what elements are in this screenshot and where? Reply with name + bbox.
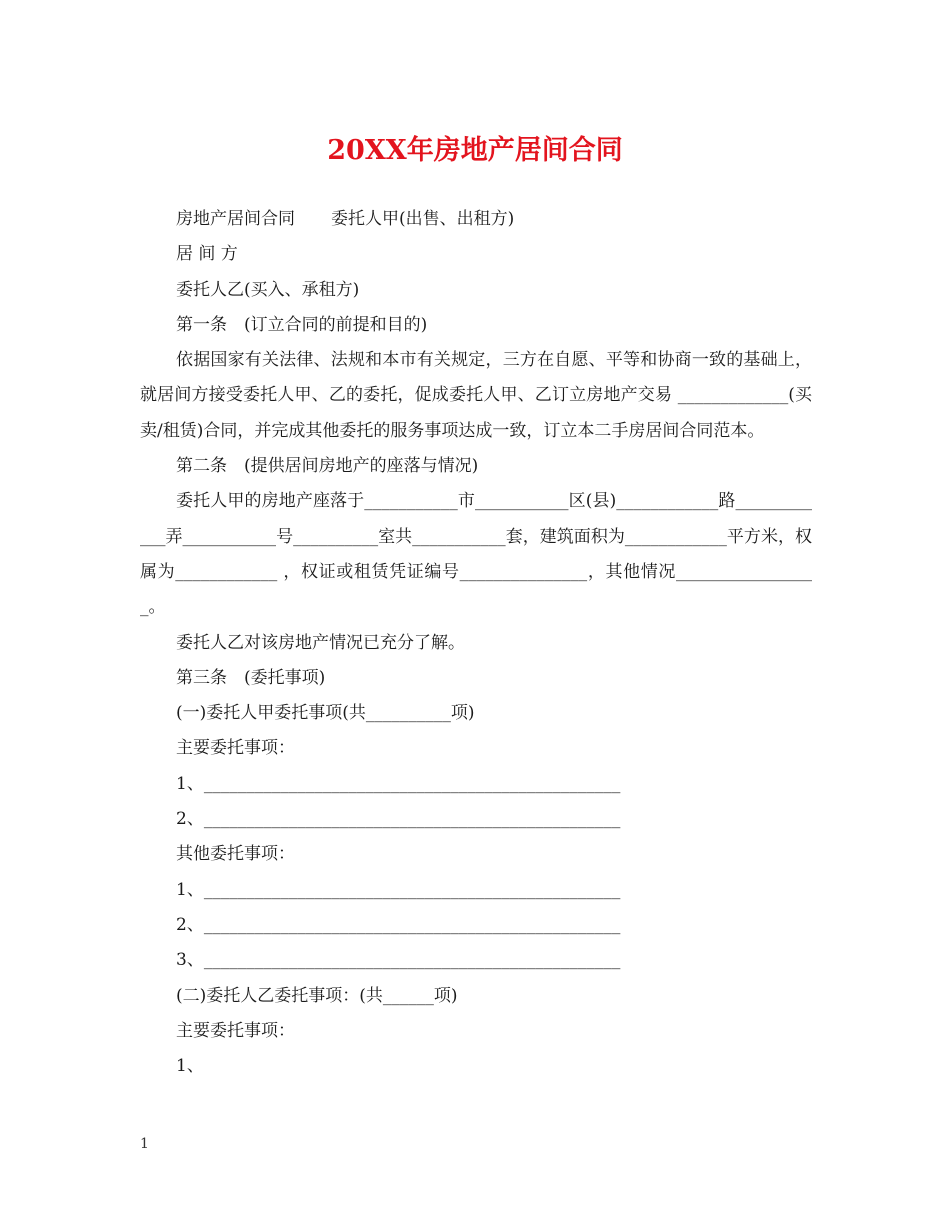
paragraph: 委托人乙对该房地产情况已充分了解。 — [176, 632, 465, 653]
list-item: 1、_________________________________________________ — [176, 773, 621, 794]
paragraph: 依据国家有关法律、法规和本市有关规定，三方在自愿、平等和协商一致的基础上，就居间方接受委托人甲、乙的委托，促成委托人甲、乙订立房地产交易 _____________(买卖/租赁)合同，并完成其他委托的服务事项达成一致，订立本二手房居间合同范本。 — [140, 350, 812, 441]
list-item: 1、 — [176, 1056, 204, 1077]
article-heading: 第二条 (提供居间房地产的座落与情况) — [176, 456, 479, 477]
list-item: 2、_________________________________________________ — [176, 914, 621, 935]
list-item: 2、_________________________________________________ — [176, 809, 621, 830]
article-heading: 第一条 (订立合同的前提和目的) — [176, 314, 428, 335]
paragraph: 居 间 方 — [176, 244, 238, 265]
document-body — [140, 202, 812, 1084]
list-item: 3、_________________________________________________ — [176, 950, 621, 971]
header-line-left: 房地产居间合同 — [176, 209, 295, 229]
paragraph: 主要委托事项： — [176, 738, 295, 759]
paragraph: (二)委托人乙委托事项：(共______项) — [176, 985, 458, 1006]
paragraph: 委托人乙(买入、承租方) — [176, 279, 360, 300]
page-number: 1 — [140, 1136, 149, 1152]
paragraph: 委托人甲的房地产座落于___________市___________区(县)____________路____________弄___________号__________室共___________套，建筑面积为____________平方米，权属为____________ ，权证或租赁凭证编号_______________，其他情况_________________。 — [140, 491, 812, 618]
header-line — [140, 202, 812, 237]
article-heading: 第三条 (委托事项) — [176, 667, 326, 688]
paragraph: 其他委托事项： — [176, 844, 295, 865]
paragraph: (一)委托人甲委托事项(共__________项) — [176, 703, 475, 724]
document-title: 20XX年房地产居间合同 — [327, 135, 623, 166]
paragraph: 主要委托事项： — [176, 1020, 295, 1041]
header-line-right: 委托人甲(出售、出租方) — [331, 209, 515, 229]
list-item: 1、_________________________________________________ — [176, 879, 621, 900]
